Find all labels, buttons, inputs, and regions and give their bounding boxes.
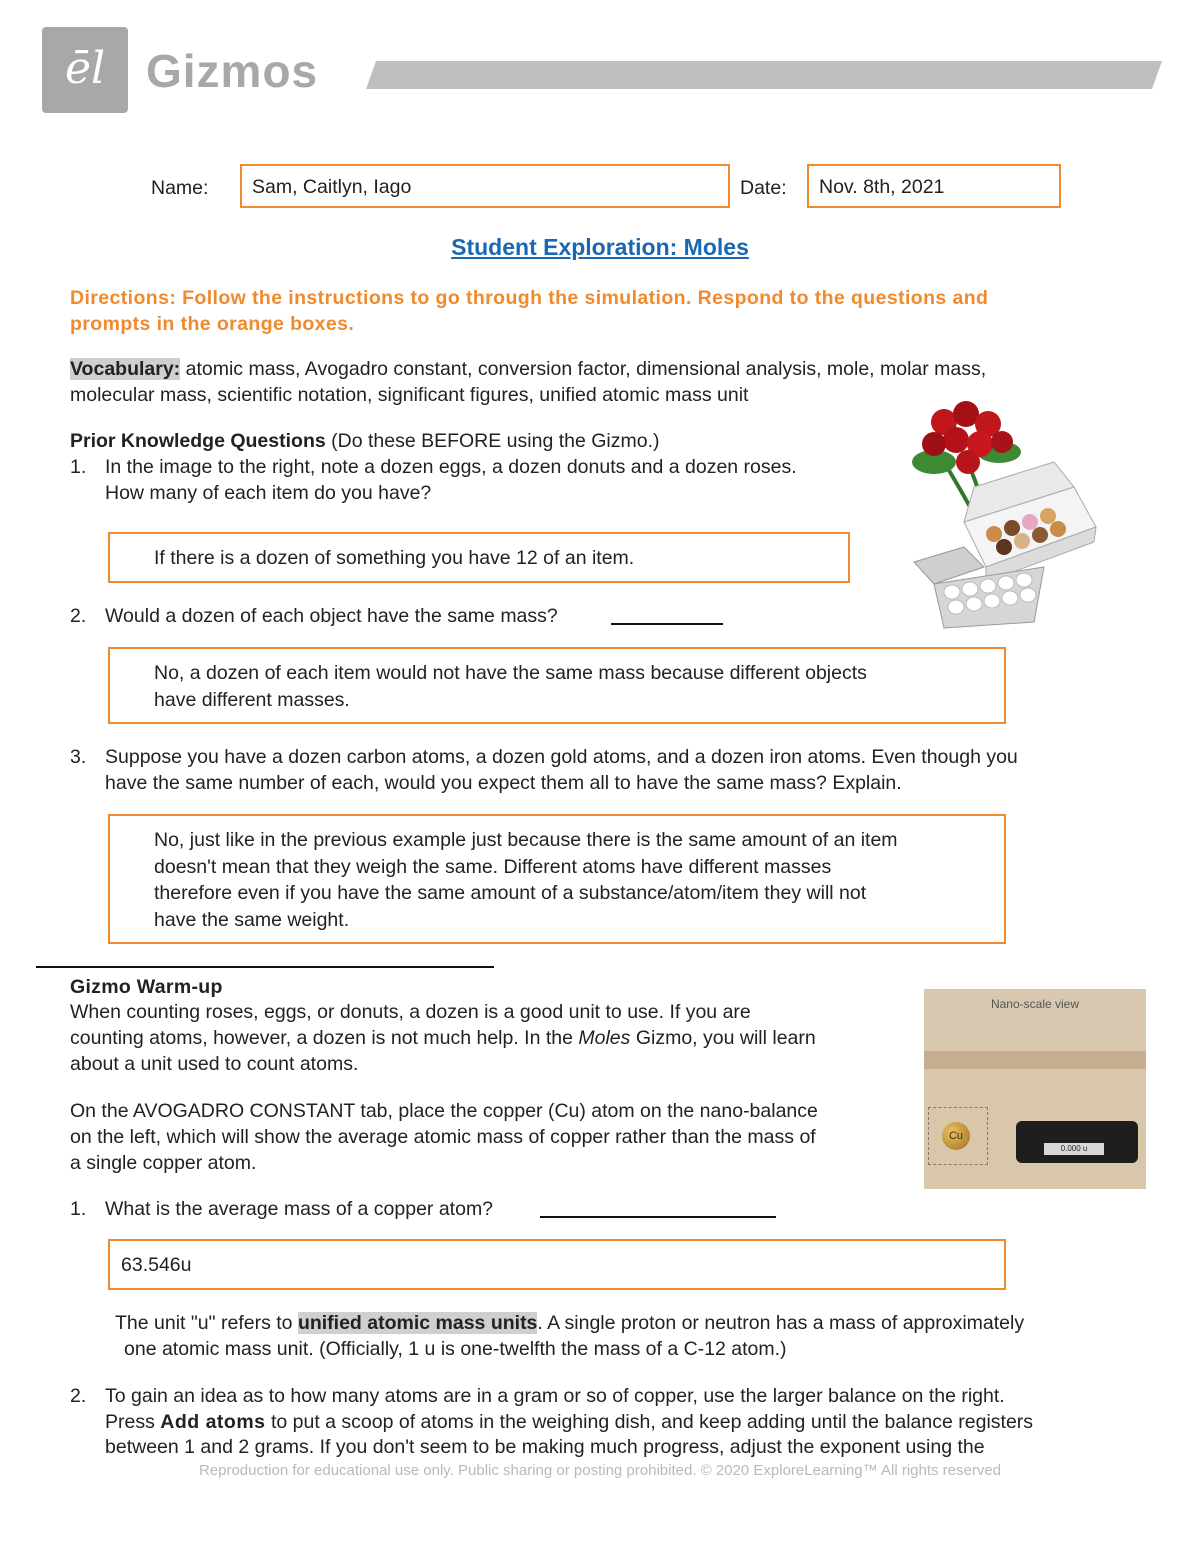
date-label: Date: <box>740 177 787 199</box>
warmup-q1-answer-box[interactable]: 63.546u <box>108 1239 1006 1290</box>
directions-line-2: prompts in the orange boxes. <box>70 313 355 335</box>
warmup-heading: Gizmo Warm-up <box>70 976 223 998</box>
warmup-q1-number: 1. <box>70 1198 87 1220</box>
warmup-p1-line-2: counting atoms, however, a dozen is not much help. In the Moles Gizmo, you will learn <box>70 1027 816 1049</box>
header-bar <box>366 61 1162 89</box>
warmup-q2-line-2: Press Add atoms to put a scoop of atoms in the weighing dish, and keep adding until the balance registers <box>105 1411 1034 1433</box>
warmup-p2-line-1: On the AVOGADRO CONSTANT tab, place the copper (Cu) atom on the nano-balance <box>70 1100 818 1122</box>
q3-number: 3. <box>70 746 87 768</box>
q3-answer-box[interactable]: No, just like in the previous example just because there is the same amount of an item doesn't mean that they weigh the same. Different atoms have different masses therefore even if you have the same amount of a substance/atom/item they will not have the same weight. <box>108 814 1006 944</box>
nano-scale-caption: Nano-scale view <box>990 997 1080 1011</box>
vocabulary-label: Vocabulary: <box>70 358 181 380</box>
warmup-q1-blank-line <box>540 1212 776 1218</box>
balance-display: 0.000 u <box>1044 1143 1104 1155</box>
warmup-q2-line-3: between 1 and 2 grams. If you don't seem to be making much progress, adjust the exponent using the <box>105 1436 985 1458</box>
unit-note-line-1: The unit "u" refers to unified atomic mass units. A single proton or neutron has a mass of approximately <box>115 1312 1025 1334</box>
q1-line-1: In the image to the right, note a dozen eggs, a dozen donuts and a dozen roses. <box>105 456 797 478</box>
vocabulary-line-1: Vocabulary: atomic mass, Avogadro constant, conversion factor, dimensional analysis, mole, molar mass, <box>70 358 987 380</box>
q2-text: Would a dozen of each object have the same mass? <box>105 605 558 627</box>
explorelearning-logo: ēl <box>42 27 128 113</box>
q2-answer-box[interactable]: No, a dozen of each item would not have the same mass because different objects have different masses. <box>108 647 1006 724</box>
date-field[interactable]: Nov. 8th, 2021 <box>807 164 1061 208</box>
q1-number: 1. <box>70 456 87 478</box>
vocabulary-line-2: molecular mass, scientific notation, significant figures, unified atomic mass unit <box>70 384 749 406</box>
q2-number: 2. <box>70 605 87 627</box>
donut-box-icon <box>964 462 1096 582</box>
q1-line-2: How many of each item do you have? <box>105 482 432 504</box>
name-label: Name: <box>151 177 209 199</box>
warmup-q1-text: What is the average mass of a copper atom? <box>105 1198 494 1220</box>
q1-answer-box[interactable]: If there is a dozen of something you have 12 of an item. <box>108 532 850 583</box>
copper-atom-icon: Cu <box>942 1122 970 1150</box>
prior-knowledge-heading: Prior Knowledge Questions (Do these BEFORE using the Gizmo.) <box>70 430 660 452</box>
eggs-donuts-roses-image <box>904 392 1100 632</box>
warmup-p2-line-2: on the left, which will show the average atomic mass of copper rather than the mass of <box>70 1126 816 1148</box>
name-field[interactable]: Sam, Caitlyn, Iago <box>240 164 730 208</box>
warmup-q2-number: 2. <box>70 1385 87 1407</box>
q2-blank-line <box>611 619 723 625</box>
q3-line-2: have the same number of each, would you expect them all to have the same mass? Explain. <box>105 772 902 794</box>
warmup-p1-line-1: When counting roses, eggs, or donuts, a dozen is a good unit to use. If you are <box>70 1001 751 1023</box>
footer-copyright: Reproduction for educational use only. Public sharing or posting prohibited. © 2020 ExploreLearning™ All rights reserved <box>198 1462 1002 1479</box>
directions-line-1: Directions: Follow the instructions to go through the simulation. Respond to the questions and <box>70 287 989 309</box>
gizmos-brand: Gizmos <box>146 45 319 97</box>
warmup-q2-line-1: To gain an idea as to how many atoms are in a gram or so of copper, use the larger balance on the right. <box>105 1385 1005 1407</box>
page-title: Student Exploration: Moles <box>451 234 749 260</box>
warmup-p1-line-3: about a unit used to count atoms. <box>70 1053 359 1075</box>
unit-note-line-2: one atomic mass unit. (Officially, 1 u is one-twelfth the mass of a C-12 atom.) <box>124 1338 787 1360</box>
section-divider <box>36 966 494 968</box>
nano-scale-view-image <box>924 989 1146 1189</box>
warmup-p2-line-3: a single copper atom. <box>70 1152 257 1174</box>
nano-balance-icon <box>1016 1121 1138 1163</box>
q3-line-1: Suppose you have a dozen carbon atoms, a dozen gold atoms, and a dozen iron atoms. Even though you <box>105 746 1018 768</box>
